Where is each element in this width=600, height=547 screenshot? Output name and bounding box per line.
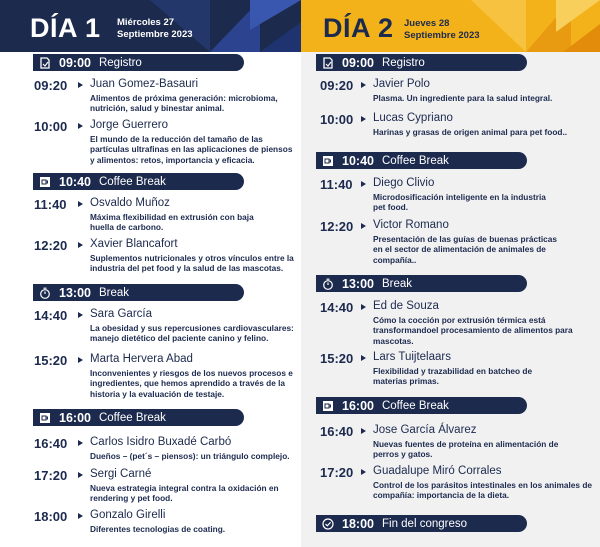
day1-column: DÍA 1 Miércoles 27 Septiembre 2023 09:00 Registro 09:20 Juan Gomez-Basauri Alimentos de próxima generación: microbioma, nutrición, salud y binestar animal. 10:00 Jorge Guerrero El mundo de la reducción del tamaño de las partículas ultrafinas en las aplicaciones de piensos y alimentos: retos, importancia y eficacia. 10:40 Coffee Break 11:40 Osvaldo Muñoz Máxima flexibilidad en extrusión con baja huella de carbono. 12:20 Xavier Blancafort Suplementos nutricionales y otros vínculos entre la industria del pet food y la salud de las mascotas. 13:00 Break 14:40 Sara García La obesidad y sus repercusiones cardiovasculares: manejo dietético del paciente canino y felino. 15:20 Marta Hervera Abad Inconvenientes y riesgos de los nuevos procesos e ingredientes, que hemos aprendido a través de la historia y la evaluación de testaje. 16:00 Coffee Break 16:40 Carlos Isidro Buxadé Carbó Dueños – (pet´s – piensos): un triángulo complejo. 17:20 Sergi Carné Nueva estrategia integral contra la oxidación en rendering y pet food. 18:00 Gonzalo Girelli Diferentes tecnologias de coating. [0,0,301,547]
day2-coffee-bar: 10:40 Coffee Break [316,152,527,169]
coffee-icon [39,412,51,424]
stopwatch-icon [39,287,51,299]
day1-coffee-bar: 10:40 Coffee Break [33,173,244,190]
coffee-icon [322,400,334,412]
day1-registro-bar: 09:00 Registro [33,54,244,71]
day1-coffee-bar-2: 16:00 Coffee Break [33,409,244,426]
day2-date: Jueves 28 Septiembre 2023 [404,18,480,41]
coffee-icon [322,155,334,167]
day2-title: DÍA 2 [323,13,394,43]
day2-end-bar: 18:00 Fin del congreso [316,515,527,532]
stopwatch-icon [322,278,334,290]
document-icon [322,57,334,69]
check-circle-icon [322,518,334,530]
day1-break-bar: 13:00 Break [33,284,244,301]
day2-header [301,0,600,52]
day2-registro-bar: 09:00 Registro [316,54,527,71]
coffee-icon [39,176,51,188]
day1-title: DÍA 1 [30,13,101,43]
day1-date: Miércoles 27 Septiembre 2023 [117,17,193,40]
day2-column: DÍA 2 Jueves 28 Septiembre 2023 09:00 Registro 09:20 Javier Polo Plasma. Un ingrediente para la salud integral. 10:00 Lucas Cypriano Harinas y grasas de origen animal para pet food.. 10:40 Coffee Break 11:40 Diego Clivio Microdosificación inteligente en la industria pet food. 12:20 Victor Romano Presentación de las guías de buenas prácticas en el sector de alimentación de animales de compañía.. 13:00 Break 14:40 Ed de Souza Cómo la cocción por extrusión térmica está transformandoel procesamiento de alimentos para mascotas. 15:20 Lars Tuijtelaars Flexibilidad y trazabilidad en batcheo de materias primas. 16:00 Coffee Break 16:40 Jose García Álvarez Nuevas fuentes de proteína en alimentación de perros y gatos. 17:20 Guadalupe Miró Corrales Control de los parásitos intestinales en los animales de compañía: importancia de la dieta. 18:00 Fin del congreso [301,0,600,547]
document-icon [39,57,51,69]
day1-header [0,0,301,52]
day2-coffee-bar-2: 16:00 Coffee Break [316,397,527,414]
day2-break-bar: 13:00 Break [316,275,527,292]
